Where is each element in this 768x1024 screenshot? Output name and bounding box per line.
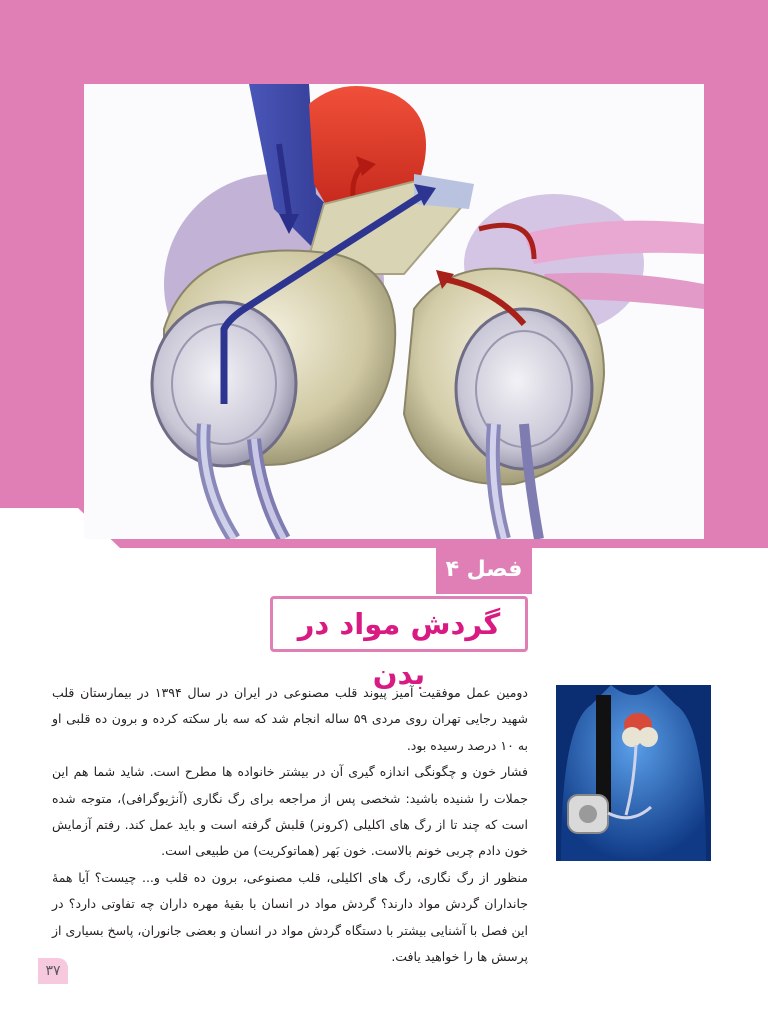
paragraph-2: فشار خون و چگونگی اندازه گیری آن در بیشتر خانواده ها مطرح است. شاید شما هم این جملات را شنیده باشید: شخصی پس از مراجعه برای رگ نگاری (آنژیوگرافی)، متوجه شده است که چند تا از رگ های اکلیلی (کرونر) قلبش گرفته است و باید عمل کند. رفتم آزمایش خون دادم چربی خونم بالاست. خون بَهر (هماتوکریت) من طبیعی است. bbox=[52, 764, 528, 859]
artificial-heart-illustration bbox=[84, 84, 704, 539]
body-text bbox=[52, 680, 528, 970]
page-number: ۳۷ bbox=[38, 958, 68, 984]
side-image bbox=[556, 685, 711, 861]
chapter-title: گردش مواد در بدن bbox=[297, 607, 501, 691]
patient-with-artificial-heart bbox=[556, 685, 711, 861]
hero-image bbox=[84, 84, 704, 539]
chapter-label: فصل ۴ bbox=[434, 548, 534, 596]
paragraph-3: منظور از رگ نگاری، رگ های اکلیلی، قلب مصنوعی، برون ده قلب و... چیست؟ آیا همهٔ جانداران گردش مواد دارند؟ گردش مواد در انسان با بقیهٔ مهره داران چه تفاوتی دارد؟ در این فصل با آشنایی بیشتر با دستگاه گردش مواد در انسان و بعضی جانوران، پاسخ بسیاری از پرسش ها را خواهید یافت. bbox=[52, 869, 528, 965]
chapter-title-box bbox=[270, 596, 528, 691]
paragraph-1: دومین عمل موفقیت آمیز پیوند قلب مصنوعی در ایران در سال ۱۳۹۴ در بیمارستان قلب شهید رجایی تهران روی مردی ۵۹ ساله انجام شد که سه بار سکته کرده و برون ده قلبی او به ۱۰ درصد رسیده بود. bbox=[52, 685, 529, 753]
